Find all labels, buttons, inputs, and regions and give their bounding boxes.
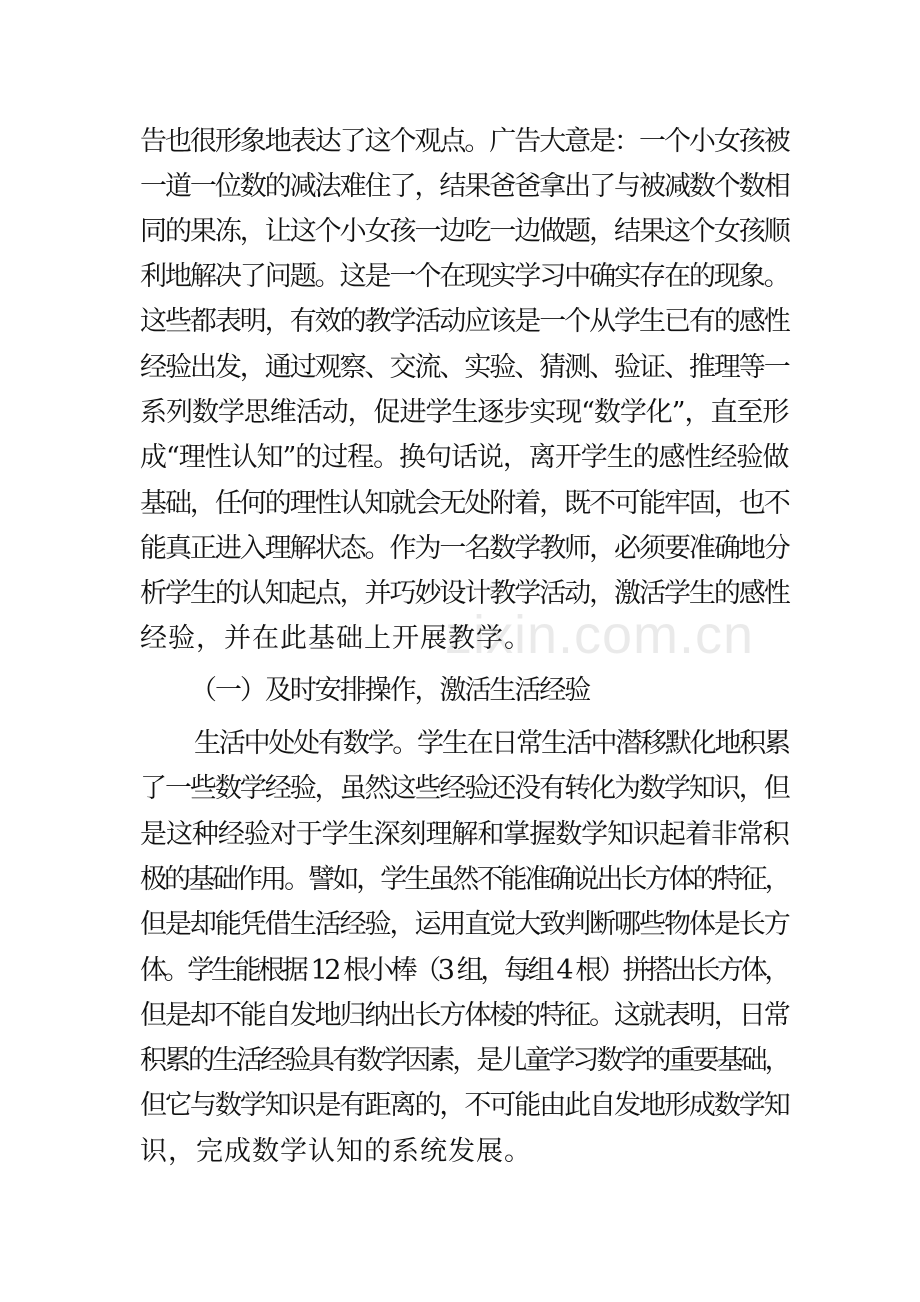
text-line: 析学生的认知起点，并巧妙设计教学活动，激活学生的感性 — [140, 578, 789, 609]
text-line: 了一些数学经验，虽然这些经验还没有转化为数学知识，但 — [140, 773, 789, 804]
text-line: 经验，并在此基础上开展教学。 — [140, 623, 532, 654]
text-line: 能真正进入理解状态。作为一名数学教师，必须要准确地分 — [140, 533, 789, 564]
text-line: 识，完成数学认知的系统发展。 — [140, 1136, 532, 1167]
text-line: 生活中处处有数学。学生在日常生活中潜移默化地积累 — [194, 728, 789, 759]
text-line: 告也很形象地表达了这个观点。广告大意是：一个小女孩被 — [140, 126, 789, 157]
text-line: 这些都表明，有效的教学活动应该是一个从学生已有的感性 — [140, 306, 789, 337]
section-heading: （一）及时安排操作，激活生活经验 — [190, 675, 590, 706]
text-line: 一道一位数的减法难住了，结果爸爸拿出了与被减数个数相 — [140, 171, 789, 202]
text-line: 是这种经验对于学生深刻理解和掌握数学知识起着非常积 — [140, 819, 789, 850]
text-line: 但是却能凭借生活经验，运用直觉大致判断哪些物体是长方 — [140, 909, 789, 940]
text-line: 但是却不能自发地归纳出长方体棱的特征。这就表明，日常 — [140, 1000, 789, 1031]
text-line: 基础，任何的理性认知就会无处附着，既不可能牢固，也不 — [140, 488, 789, 519]
text-line: 积累的生活经验具有数学因素，是儿童学习数学的重要基础， — [140, 1045, 789, 1076]
text-line: 同的果冻，让这个小女孩一边吃一边做题，结果这个女孩顺 — [140, 216, 789, 247]
text-line: 体。学生能根据 12 根小棒（3 组，每组 4 根）拼搭出长方体， — [140, 955, 788, 986]
text-line: 利地解决了问题。这是一个在现实学习中确实存在的现象。 — [140, 261, 789, 292]
text-line: 系列数学思维活动，促进学生逐步实现“数学化”，直至形 — [140, 397, 789, 428]
text-line: 极的基础作用。譬如，学生虽然不能准确说出长方体的特征， — [140, 864, 789, 895]
text-line: 但它与数学知识是有距离的，不可能由此自发地形成数学知 — [140, 1090, 789, 1121]
text-line: 经验出发，通过观察、交流、实验、猜测、验证、推理等一 — [140, 352, 789, 383]
watermark: zixin.com.cn — [445, 605, 755, 665]
text-line: 成“理性认知”的过程。换句话说，离开学生的感性经验做 — [140, 442, 789, 473]
